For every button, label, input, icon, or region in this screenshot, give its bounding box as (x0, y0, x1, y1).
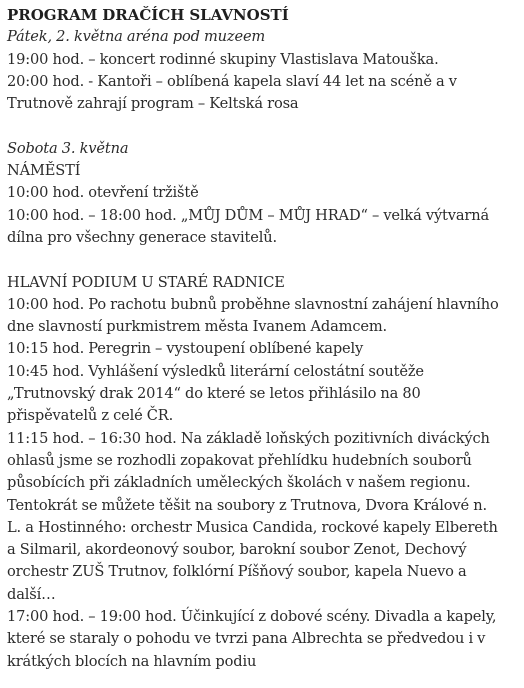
stage-line: dne slavností purkmistrem města Ivanem Adamcem. (7, 318, 388, 336)
stage-line: které se staraly o pohodu ve tvrzi pana Albrechta se předvedou i v (7, 630, 486, 648)
stage-line: L. a Hostinného: orchestr Musica Candida, rockové kapely Elbereth (7, 518, 498, 536)
stage-line: ohlasů jsme se rozhodli zopakovat přehlídku hudebních souborů (7, 451, 472, 469)
section-spacer (7, 249, 516, 271)
stage-line: 11:15 hod. – 16:30 hod. Na základě loňských pozitivních diváckých (7, 429, 490, 447)
friday-line: 19:00 hod. – koncert rodinné skupiny Vlastislava Matouška. (7, 50, 439, 68)
document-title: PROGRAM DRAČÍCH SLAVNOSTÍ (7, 6, 289, 24)
square-line: dílna pro všechny generace stavitelů. (7, 228, 277, 246)
saturday-heading: Sobota 3. května (7, 139, 129, 157)
stage-line: přispěvatelů z celé ČR. (7, 407, 174, 425)
friday-heading: Pátek, 2. května aréna pod muzeem (7, 28, 266, 46)
stage-line: orchestr ZUŠ Trutnov, folklórní Píšňový soubor, kapela Nuevo a (7, 563, 467, 581)
stage-line: působících při základních uměleckých školách v našem regionu. (7, 474, 471, 492)
stage-line: „Trutnovský drak 2014“ do které se letos přihlásilo na 80 (7, 385, 421, 403)
stage-line: krátkých blocích na hlavním podiu (7, 652, 257, 670)
square-heading: NÁMĚSTÍ (7, 162, 81, 180)
section-spacer (7, 115, 516, 137)
stage-heading: HLAVNÍ PODIUM U STARÉ RADNICE (7, 273, 285, 291)
friday-line: 20:00 hod. - Kantoři – oblíbená kapela slaví 44 let na scéně a v (7, 72, 457, 90)
stage-line: další… (7, 585, 56, 603)
stage-line: Tentokrát se můžete těšit na soubory z Trutnova, Dvora Králové n. (7, 496, 487, 514)
stage-line: a Silmaril, akordeonový soubor, barokní soubor Zenot, Dechový (7, 541, 467, 559)
square-line: 10:00 hod. – 18:00 hod. „MŮJ DŮM – MŮJ HRAD“ – velká výtvarná (7, 206, 490, 224)
stage-line: 17:00 hod. – 19:00 hod. Účinkující z dobové scény. Divadla a kapely, (7, 608, 497, 626)
stage-line: 10:00 hod. Po rachotu bubnů proběhne slavnostní zahájení hlavního (7, 295, 499, 313)
stage-line: 10:15 hod. Peregrin – vystoupení oblíbené kapely (7, 340, 364, 358)
friday-line: Trutnově zahrají program – Keltská rosa (7, 95, 299, 113)
square-line: 10:00 hod. otevření tržiště (7, 184, 199, 202)
stage-line: 10:45 hod. Vyhlášení výsledků literární celostátní soutěže (7, 362, 424, 380)
